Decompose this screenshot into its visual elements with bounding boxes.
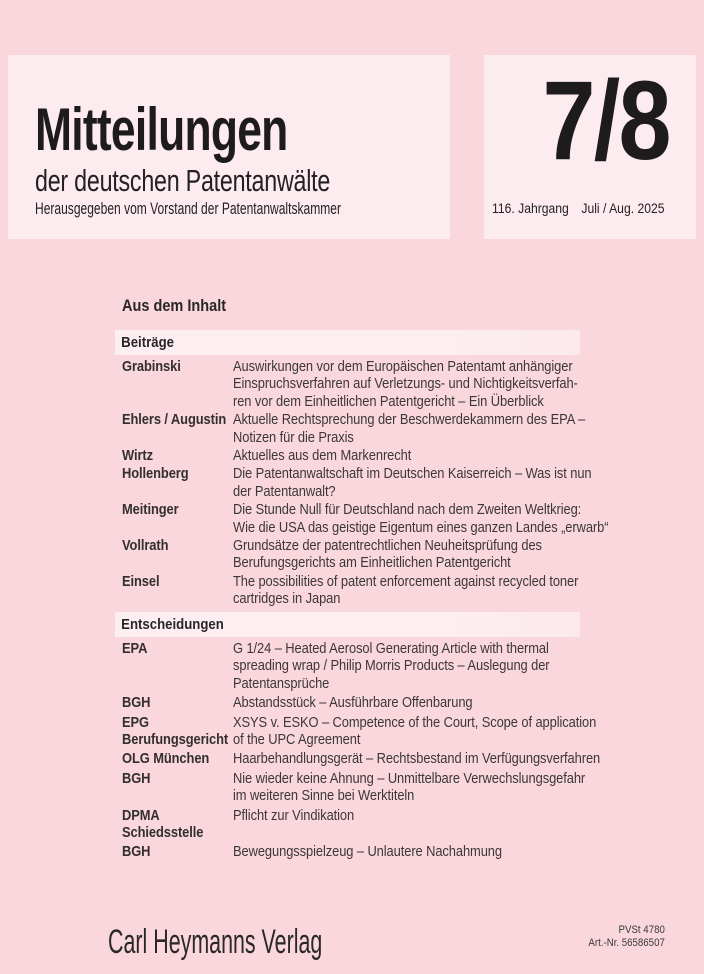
entry-text: Auswirkungen vor dem Europäischen Patentamt anhängiger Einspruchsverfahren auf Verletzungs- und Nichtigkeitsverfah- ren vor dem Einheitlichen Patentgericht – Ein Überblick bbox=[233, 358, 578, 410]
entry-author: BGH bbox=[122, 769, 151, 787]
journal-subtitle: der deutschen Patentanwälte bbox=[35, 163, 331, 198]
entry-author: Ehlers / Augustin bbox=[122, 411, 227, 429]
issue-meta bbox=[492, 201, 664, 216]
entry-author: Hollenberg bbox=[122, 465, 189, 483]
footer-meta bbox=[589, 924, 665, 949]
issue-number: 7/8 bbox=[542, 58, 670, 183]
entry-text: Die Patentanwaltschaft im Deutschen Kaiserreich – Was ist nun der Patentanwalt? bbox=[233, 465, 592, 500]
entry-text: Abstandsstück – Ausführbare Offenbarung bbox=[233, 694, 473, 712]
entry-text: Pflicht zur Vindikation bbox=[233, 806, 355, 824]
toc-entry bbox=[122, 358, 592, 410]
entry-text: Aktuelle Rechtsprechung der Beschwerdekammern des EPA – Notizen für die Praxis bbox=[233, 411, 586, 446]
article-number: Art.-Nr. 56586507 bbox=[588, 936, 665, 949]
toc-entry bbox=[122, 501, 609, 536]
entry-text: Nie wieder keine Ahnung – Unmittelbare Verwechslungsgefahr im weiteren Sinne bei Werktiteln bbox=[233, 769, 586, 805]
entry-author: Grabinski bbox=[122, 358, 181, 375]
entry-author: BGH bbox=[122, 694, 151, 712]
entry-author: Meitinger bbox=[122, 501, 179, 519]
entry-author: EPA bbox=[122, 640, 148, 657]
toc-heading: Aus dem Inhalt bbox=[122, 297, 227, 315]
entry-author: Vollrath bbox=[122, 537, 169, 555]
toc-entry bbox=[122, 573, 592, 608]
entry-author: Wirtz bbox=[122, 447, 153, 465]
issue-volume: 116. Jahrgang bbox=[492, 201, 569, 216]
entry-author: BGH bbox=[122, 843, 151, 861]
toc-entry bbox=[122, 411, 592, 446]
issue-panel bbox=[484, 55, 696, 239]
entry-text: Aktuelles aus dem Markenrecht bbox=[233, 447, 412, 465]
toc-entries-beitraege bbox=[122, 358, 609, 609]
entry-author: OLG München bbox=[122, 750, 210, 768]
toc-entry bbox=[122, 447, 592, 464]
section-label-entscheidungen: Entscheidungen bbox=[121, 616, 224, 633]
section-label-beitraege: Beiträge bbox=[121, 334, 174, 351]
entry-text: Bewegungsspielzeug – Unlautere Nachahmung bbox=[233, 843, 502, 861]
journal-title: Mitteilungen bbox=[35, 96, 288, 163]
entry-text: Grundsätze der patentrechtlichen Neuheitsprüfung des Berufungsgerichts am Einheitlichen Patentgericht bbox=[233, 537, 542, 572]
toc-entry bbox=[122, 807, 592, 842]
toc-entry bbox=[122, 694, 592, 711]
toc-entry bbox=[122, 770, 592, 805]
entry-text: Haarbehandlungsgerät – Rechtsbestand im Verfügungsverfahren bbox=[233, 750, 601, 768]
masthead-panel bbox=[8, 55, 450, 239]
entry-author: Einsel bbox=[122, 572, 160, 590]
section-bar-entscheidungen bbox=[115, 612, 580, 637]
entry-text: XSYS v. ESKO – Competence of the Court, Scope of application of the UPC Agreement bbox=[233, 713, 597, 749]
section-bar-beitraege bbox=[115, 330, 580, 355]
entry-text: G 1/24 – Heated Aerosol Generating Article with thermal spreading wrap / Philip Morris Products – Auslegung der Patentansprüche bbox=[233, 640, 550, 692]
entry-text: Die Stunde Null für Deutschland nach dem Zweiten Weltkrieg: Wie die USA das geistige Eigentum eines ganzen Landes „erwarb“ bbox=[233, 501, 609, 536]
toc-entry bbox=[122, 843, 592, 860]
toc-entry bbox=[122, 713, 597, 749]
toc-entry bbox=[122, 640, 592, 692]
postal-id: PVSt 4780 bbox=[618, 924, 665, 936]
issue-date: Juli / Aug. 2025 bbox=[581, 201, 665, 216]
toc-entry bbox=[122, 537, 592, 572]
entry-author: DPMA Schiedsstelle bbox=[122, 806, 204, 842]
footer-publisher: Carl Heymanns Verlag bbox=[108, 923, 323, 961]
toc-entries-entscheidungen bbox=[122, 640, 601, 863]
toc-entry bbox=[122, 750, 601, 768]
entry-author: EPG Berufungsgericht bbox=[122, 713, 229, 749]
toc-entry bbox=[122, 465, 592, 500]
publisher-line: Herausgegeben vom Vorstand der Patentanwaltskammer bbox=[35, 200, 341, 218]
entry-text: The possibilities of patent enforcement against recycled toner cartridges in Japan bbox=[233, 572, 579, 608]
